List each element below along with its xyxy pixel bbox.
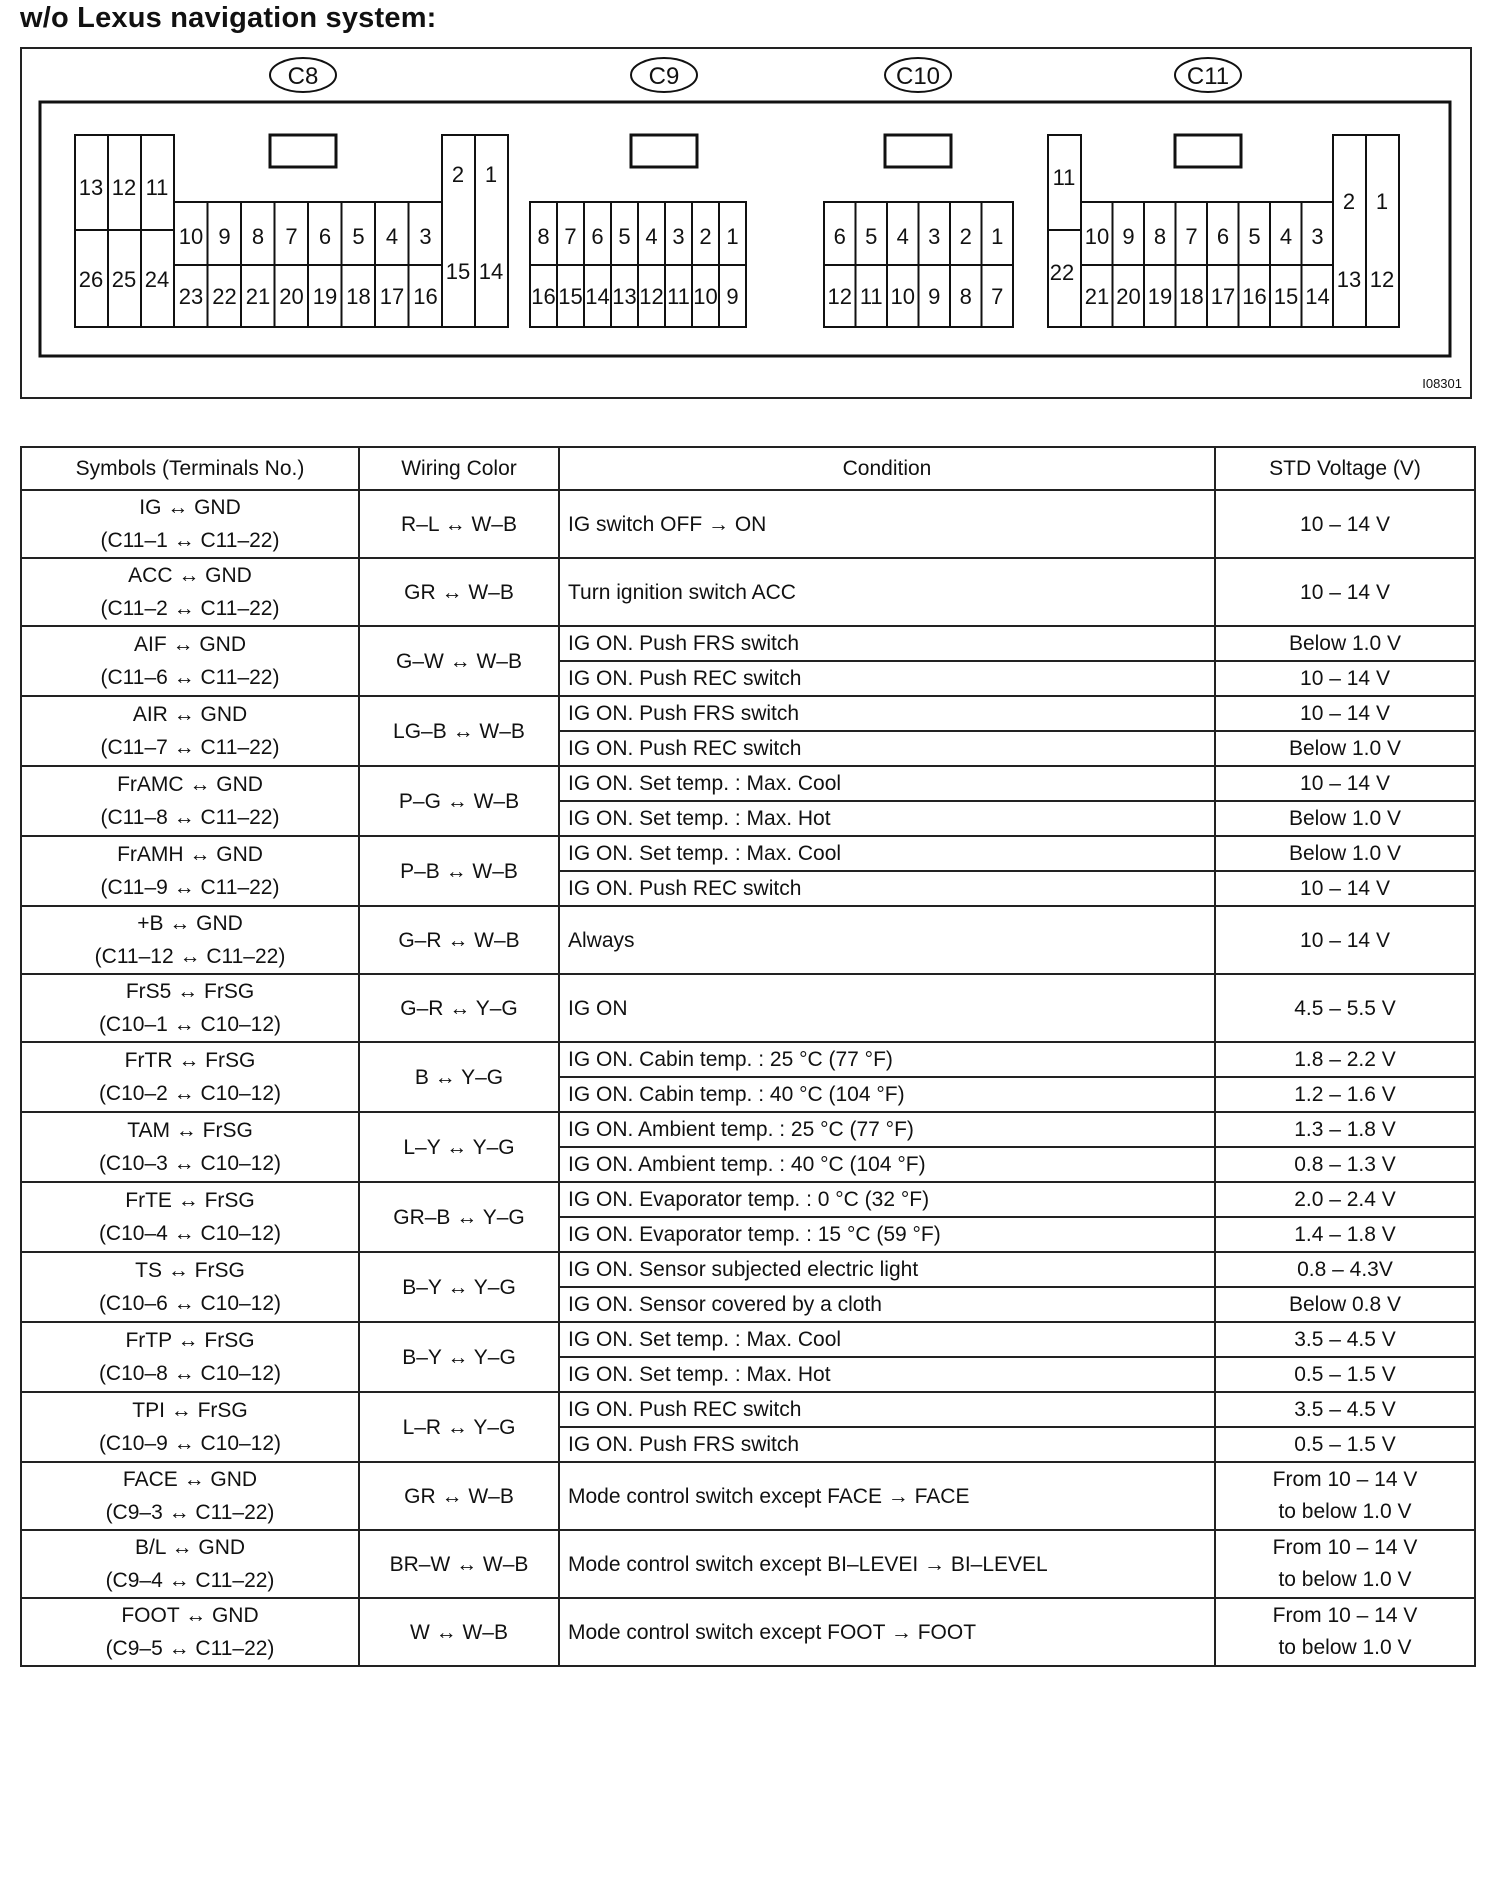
wiring-color-cell: GR ↔ W–B bbox=[359, 558, 559, 626]
table-row bbox=[21, 490, 1475, 558]
symbol-text: B/L ↔ GND bbox=[134, 1536, 246, 1559]
pin-number: 17 bbox=[379, 284, 405, 309]
table-row bbox=[21, 558, 1475, 626]
condition-cell: Mode control switch except FOOT → FOOT bbox=[559, 1598, 1215, 1666]
condition-cell: IG ON. Set temp. : Max. Cool bbox=[559, 766, 1215, 801]
wiring-color-cell: R–L ↔ W–B bbox=[359, 490, 559, 558]
std-voltage-cell: From 10 – 14 V to below 1.0 V bbox=[1215, 1462, 1475, 1530]
pin-number: 7 bbox=[1185, 224, 1198, 249]
symbol-text: FrAMH ↔ GND bbox=[117, 843, 263, 866]
wiring-color-cell: GR ↔ W–B bbox=[359, 1462, 559, 1530]
std-voltage-cell: 0.5 – 1.5 V bbox=[1215, 1357, 1475, 1392]
pin-number: 13 bbox=[1336, 267, 1362, 292]
wiring-color-cell: LG–B ↔ W–B bbox=[359, 696, 559, 766]
pin-number: 20 bbox=[279, 284, 304, 309]
pin-number: 21 bbox=[245, 284, 271, 309]
header-std-voltage: STD Voltage (V) bbox=[1215, 447, 1475, 490]
terminal-voltage-table bbox=[20, 446, 1476, 1667]
wiring-color-cell: W ↔ W–B bbox=[359, 1598, 559, 1666]
pin-number: 7 bbox=[991, 284, 1004, 309]
pin-number: 11 bbox=[145, 175, 169, 200]
symbol-text: FrTP ↔ FrSG bbox=[125, 1329, 255, 1352]
pin-number: 4 bbox=[1279, 224, 1293, 249]
table-row bbox=[21, 1252, 1475, 1287]
pin-number: 16 bbox=[531, 284, 556, 309]
pin-number: 22 bbox=[1049, 260, 1075, 285]
pin-number: 13 bbox=[612, 284, 637, 309]
std-voltage-cell: 0.8 – 4.3V bbox=[1215, 1252, 1475, 1287]
symbol-cell bbox=[21, 906, 359, 974]
symbol-text: TPI ↔ FrSG bbox=[132, 1399, 248, 1422]
condition-cell: IG ON. Evaporator temp. : 0 °C (32 °F) bbox=[559, 1182, 1215, 1217]
pin-number: 2 bbox=[699, 224, 712, 249]
pin-number: 18 bbox=[346, 284, 371, 309]
symbol-cell bbox=[21, 558, 359, 626]
std-voltage-cell: Below 1.0 V bbox=[1215, 626, 1475, 661]
symbol-cell bbox=[21, 1598, 359, 1666]
connector-label: C11 bbox=[1186, 63, 1230, 90]
pin-number: 12 bbox=[639, 284, 664, 309]
pin-number: 14 bbox=[585, 284, 610, 309]
table-row bbox=[21, 1182, 1475, 1217]
pin-number: 13 bbox=[78, 175, 104, 200]
table-row bbox=[21, 626, 1475, 661]
pin-number: 4 bbox=[645, 224, 658, 249]
pin-number: 12 bbox=[1369, 267, 1395, 292]
symbol-text: AIR ↔ GND bbox=[132, 703, 248, 726]
std-voltage-cell: 1.3 – 1.8 V bbox=[1215, 1112, 1475, 1147]
condition-cell: IG ON. Sensor subjected electric light bbox=[559, 1252, 1215, 1287]
pin-number: 11 bbox=[1052, 165, 1076, 190]
symbol-cell bbox=[21, 974, 359, 1042]
symbol-text: FrTR ↔ FrSG bbox=[124, 1049, 256, 1072]
diagram-code: I08301 bbox=[1422, 376, 1462, 391]
pin-number: 17 bbox=[1210, 284, 1236, 309]
header-condition: Condition bbox=[559, 447, 1215, 490]
std-voltage-cell: 1.8 – 2.2 V bbox=[1215, 1042, 1475, 1077]
terminal-numbers: (C11–2 ↔ C11–22) bbox=[100, 597, 280, 620]
pin-number: 4 bbox=[385, 224, 399, 249]
terminal-numbers: (C11–1 ↔ C11–22) bbox=[100, 529, 280, 552]
connector-diagram bbox=[20, 47, 1472, 399]
table-row bbox=[21, 1112, 1475, 1147]
pin-number: 9 bbox=[1122, 224, 1135, 249]
condition-cell: IG ON. Push REC switch bbox=[559, 661, 1215, 696]
condition-cell: Mode control switch except FACE → FACE bbox=[559, 1462, 1215, 1530]
condition-cell: IG ON. Set temp. : Max. Cool bbox=[559, 1322, 1215, 1357]
std-voltage-cell: 0.8 – 1.3 V bbox=[1215, 1147, 1475, 1182]
pin-number: 15 bbox=[445, 259, 471, 284]
pin-number: 10 bbox=[890, 284, 915, 309]
symbol-text: ACC ↔ GND bbox=[128, 564, 252, 587]
symbol-text: TS ↔ FrSG bbox=[135, 1259, 245, 1282]
pin-number: 5 bbox=[618, 224, 631, 249]
pin-number: 3 bbox=[672, 224, 685, 249]
pin-number: 1 bbox=[1375, 189, 1389, 214]
table-row bbox=[21, 1042, 1475, 1077]
pin-number: 1 bbox=[991, 224, 1004, 249]
wiring-color-cell: L–Y ↔ Y–G bbox=[359, 1112, 559, 1182]
table-row bbox=[21, 974, 1475, 1042]
terminal-numbers: (C10–6 ↔ C10–12) bbox=[98, 1292, 282, 1315]
table-row bbox=[21, 1462, 1475, 1530]
pin-number: 15 bbox=[558, 284, 583, 309]
symbol-cell bbox=[21, 490, 359, 558]
symbol-cell bbox=[21, 1182, 359, 1252]
wiring-color-cell: P–G ↔ W–B bbox=[359, 766, 559, 836]
pin-number: 22 bbox=[212, 284, 237, 309]
std-voltage-cell: 10 – 14 V bbox=[1215, 906, 1475, 974]
condition-cell: IG ON. Push FRS switch bbox=[559, 1427, 1215, 1462]
wiring-color-cell: B–Y ↔ Y–G bbox=[359, 1322, 559, 1392]
symbol-cell bbox=[21, 1112, 359, 1182]
symbol-text: +B ↔ GND bbox=[137, 912, 243, 935]
std-voltage-cell: Below 1.0 V bbox=[1215, 731, 1475, 766]
pin-number: 11 bbox=[667, 284, 690, 309]
pin-number: 7 bbox=[564, 224, 577, 249]
pin-number: 10 bbox=[178, 224, 204, 249]
terminal-numbers: (C10–2 ↔ C10–12) bbox=[98, 1082, 282, 1105]
terminal-numbers: (C11–6 ↔ C11–22) bbox=[100, 666, 280, 689]
condition-cell: IG ON. Push FRS switch bbox=[559, 626, 1215, 661]
terminal-numbers: (C11–7 ↔ C11–22) bbox=[100, 736, 280, 759]
wiring-color-cell: G–R ↔ Y–G bbox=[359, 974, 559, 1042]
std-voltage-cell: 3.5 – 4.5 V bbox=[1215, 1322, 1475, 1357]
pin-number: 3 bbox=[928, 224, 941, 249]
pin-number: 9 bbox=[726, 284, 739, 309]
pin-number: 8 bbox=[537, 224, 550, 249]
pin-number: 3 bbox=[1311, 224, 1324, 249]
std-voltage-cell: 10 – 14 V bbox=[1215, 558, 1475, 626]
pin-number: 6 bbox=[1216, 224, 1230, 249]
symbol-cell bbox=[21, 1462, 359, 1530]
wiring-color-cell: B–Y ↔ Y–G bbox=[359, 1252, 559, 1322]
std-voltage-cell: 10 – 14 V bbox=[1215, 696, 1475, 731]
pin-number: 18 bbox=[1179, 284, 1204, 309]
pin-number: 14 bbox=[1305, 284, 1330, 309]
symbol-cell bbox=[21, 1252, 359, 1322]
symbol-cell bbox=[21, 836, 359, 906]
wiring-color-cell: BR–W ↔ W–B bbox=[359, 1530, 559, 1598]
pin-number: 5 bbox=[865, 224, 878, 249]
condition-cell: IG ON. Cabin temp. : 25 °C (77 °F) bbox=[559, 1042, 1215, 1077]
header-symbols: Symbols (Terminals No.) bbox=[21, 447, 359, 490]
pin-number: 9 bbox=[928, 284, 941, 309]
table-row bbox=[21, 906, 1475, 974]
pin-number: 6 bbox=[318, 224, 332, 249]
wiring-color-cell: G–W ↔ W–B bbox=[359, 626, 559, 696]
symbol-text: TAM ↔ FrSG bbox=[127, 1119, 253, 1142]
std-voltage-cell: 10 – 14 V bbox=[1215, 871, 1475, 906]
condition-cell: IG ON. Ambient temp. : 25 °C (77 °F) bbox=[559, 1112, 1215, 1147]
symbol-text: FrTE ↔ FrSG bbox=[125, 1189, 255, 1212]
symbol-cell bbox=[21, 696, 359, 766]
pin-number: 2 bbox=[1342, 189, 1356, 214]
page-heading: w/o Lexus navigation system: bbox=[20, 2, 437, 34]
wiring-color-cell: P–B ↔ W–B bbox=[359, 836, 559, 906]
pin-number: 19 bbox=[312, 284, 338, 309]
pin-number: 1 bbox=[726, 224, 739, 249]
pin-number: 15 bbox=[1273, 284, 1299, 309]
condition-cell: IG ON. Set temp. : Max. Hot bbox=[559, 801, 1215, 836]
pin-number: 5 bbox=[352, 224, 365, 249]
wiring-color-cell: B ↔ Y–G bbox=[359, 1042, 559, 1112]
symbol-text: FrAMC ↔ GND bbox=[117, 773, 263, 796]
symbol-cell bbox=[21, 626, 359, 696]
pin-number: 8 bbox=[1153, 224, 1167, 249]
condition-cell: IG ON. Cabin temp. : 40 °C (104 °F) bbox=[559, 1077, 1215, 1112]
symbol-text: IG ↔ GND bbox=[139, 496, 241, 519]
symbol-cell bbox=[21, 1530, 359, 1598]
pin-number: 12 bbox=[111, 175, 137, 200]
pin-number: 25 bbox=[111, 267, 137, 292]
std-voltage-cell: From 10 – 14 V to below 1.0 V bbox=[1215, 1598, 1475, 1666]
table-row bbox=[21, 766, 1475, 801]
pin-number: 8 bbox=[959, 284, 972, 309]
terminal-numbers: (C10–1 ↔ C10–12) bbox=[98, 1013, 282, 1036]
connector-label: C8 bbox=[287, 63, 319, 90]
terminal-numbers: (C9–3 ↔ C11–22) bbox=[105, 1501, 275, 1524]
terminal-numbers: (C10–9 ↔ C10–12) bbox=[98, 1432, 282, 1455]
condition-cell: IG ON. Set temp. : Max. Cool bbox=[559, 836, 1215, 871]
terminal-numbers: (C11–12 ↔ C11–22) bbox=[94, 945, 286, 968]
table-body bbox=[21, 490, 1475, 1666]
pin-number: 2 bbox=[959, 224, 972, 249]
pin-number: 4 bbox=[896, 224, 909, 249]
condition-cell: IG switch OFF → ON bbox=[559, 490, 1215, 558]
condition-cell: IG ON. Push FRS switch bbox=[559, 696, 1215, 731]
std-voltage-cell: 4.5 – 5.5 V bbox=[1215, 974, 1475, 1042]
pin-number: 14 bbox=[478, 259, 504, 284]
pin-number: 9 bbox=[218, 224, 231, 249]
condition-cell: Always bbox=[559, 906, 1215, 974]
condition-cell: IG ON. Push REC switch bbox=[559, 871, 1215, 906]
condition-cell: IG ON. Ambient temp. : 40 °C (104 °F) bbox=[559, 1147, 1215, 1182]
terminal-numbers: (C9–5 ↔ C11–22) bbox=[105, 1637, 275, 1660]
std-voltage-cell: Below 0.8 V bbox=[1215, 1287, 1475, 1322]
table-row bbox=[21, 696, 1475, 731]
condition-cell: IG ON. Sensor covered by a cloth bbox=[559, 1287, 1215, 1322]
symbol-cell bbox=[21, 1392, 359, 1462]
pin-number: 6 bbox=[833, 224, 846, 249]
pin-number: 23 bbox=[178, 284, 204, 309]
latch-key bbox=[270, 135, 336, 167]
connector-label: C9 bbox=[648, 63, 680, 90]
pin-number: 1 bbox=[484, 162, 498, 187]
std-voltage-cell: 2.0 – 2.4 V bbox=[1215, 1182, 1475, 1217]
std-voltage-cell: 10 – 14 V bbox=[1215, 766, 1475, 801]
symbol-cell bbox=[21, 1322, 359, 1392]
pin-number: 21 bbox=[1084, 284, 1110, 309]
symbol-text: FACE ↔ GND bbox=[122, 1468, 258, 1491]
pin-number: 2 bbox=[451, 162, 465, 187]
symbol-cell bbox=[21, 1042, 359, 1112]
table-row bbox=[21, 1392, 1475, 1427]
std-voltage-cell: 1.2 – 1.6 V bbox=[1215, 1077, 1475, 1112]
pin-number: 26 bbox=[78, 267, 104, 292]
pin-number: 5 bbox=[1248, 224, 1261, 249]
std-voltage-cell: From 10 – 14 V to below 1.0 V bbox=[1215, 1530, 1475, 1598]
symbol-text: AIF ↔ GND bbox=[133, 633, 246, 656]
pin-number: 19 bbox=[1147, 284, 1173, 309]
terminal-numbers: (C11–9 ↔ C11–22) bbox=[100, 876, 280, 899]
symbol-text: FOOT ↔ GND bbox=[121, 1604, 259, 1627]
std-voltage-cell: 3.5 – 4.5 V bbox=[1215, 1392, 1475, 1427]
header-wiring-color: Wiring Color bbox=[359, 447, 559, 490]
pin-number: 7 bbox=[285, 224, 298, 249]
pin-number: 3 bbox=[419, 224, 432, 249]
pin-number: 8 bbox=[251, 224, 265, 249]
pin-number: 12 bbox=[827, 284, 852, 309]
terminal-numbers: (C11–8 ↔ C11–22) bbox=[100, 806, 280, 829]
table-row bbox=[21, 1530, 1475, 1598]
pin-number: 24 bbox=[144, 267, 170, 292]
terminal-numbers: (C10–3 ↔ C10–12) bbox=[98, 1152, 282, 1175]
pin-number: 10 bbox=[1084, 224, 1110, 249]
table-header-row bbox=[21, 447, 1475, 490]
std-voltage-cell: 10 – 14 V bbox=[1215, 490, 1475, 558]
wiring-color-cell: L–R ↔ Y–G bbox=[359, 1392, 559, 1462]
table-row bbox=[21, 1322, 1475, 1357]
wiring-color-cell: G–R ↔ W–B bbox=[359, 906, 559, 974]
terminal-numbers: (C10–4 ↔ C10–12) bbox=[98, 1222, 282, 1245]
pin-number: 16 bbox=[1242, 284, 1267, 309]
condition-cell: IG ON bbox=[559, 974, 1215, 1042]
table-row bbox=[21, 836, 1475, 871]
condition-cell: IG ON. Push REC switch bbox=[559, 731, 1215, 766]
latch-key bbox=[631, 135, 697, 167]
symbol-cell bbox=[21, 766, 359, 836]
pin-number: 20 bbox=[1116, 284, 1141, 309]
symbol-text: FrS5 ↔ FrSG bbox=[125, 980, 255, 1003]
wiring-color-cell: GR–B ↔ Y–G bbox=[359, 1182, 559, 1252]
pin-number: 16 bbox=[413, 284, 438, 309]
condition-cell: Turn ignition switch ACC bbox=[559, 558, 1215, 626]
std-voltage-cell: Below 1.0 V bbox=[1215, 836, 1475, 871]
pin-number: 6 bbox=[591, 224, 604, 249]
std-voltage-cell: 10 – 14 V bbox=[1215, 661, 1475, 696]
connector-label: C10 bbox=[895, 63, 941, 90]
terminal-numbers: (C10–8 ↔ C10–12) bbox=[98, 1362, 282, 1385]
pin-number: 10 bbox=[693, 284, 718, 309]
latch-key bbox=[885, 135, 951, 167]
std-voltage-cell: Below 1.0 V bbox=[1215, 801, 1475, 836]
condition-cell: Mode control switch except BI–LEVEI → BI–LEVEL bbox=[559, 1530, 1215, 1598]
std-voltage-cell: 0.5 – 1.5 V bbox=[1215, 1427, 1475, 1462]
terminal-numbers: (C9–4 ↔ C11–22) bbox=[105, 1569, 275, 1592]
table-row bbox=[21, 1598, 1475, 1666]
std-voltage-cell: 1.4 – 1.8 V bbox=[1215, 1217, 1475, 1252]
condition-cell: IG ON. Evaporator temp. : 15 °C (59 °F) bbox=[559, 1217, 1215, 1252]
condition-cell: IG ON. Set temp. : Max. Hot bbox=[559, 1357, 1215, 1392]
condition-cell: IG ON. Push REC switch bbox=[559, 1392, 1215, 1427]
pin-number: 11 bbox=[859, 284, 883, 309]
latch-key bbox=[1175, 135, 1241, 167]
